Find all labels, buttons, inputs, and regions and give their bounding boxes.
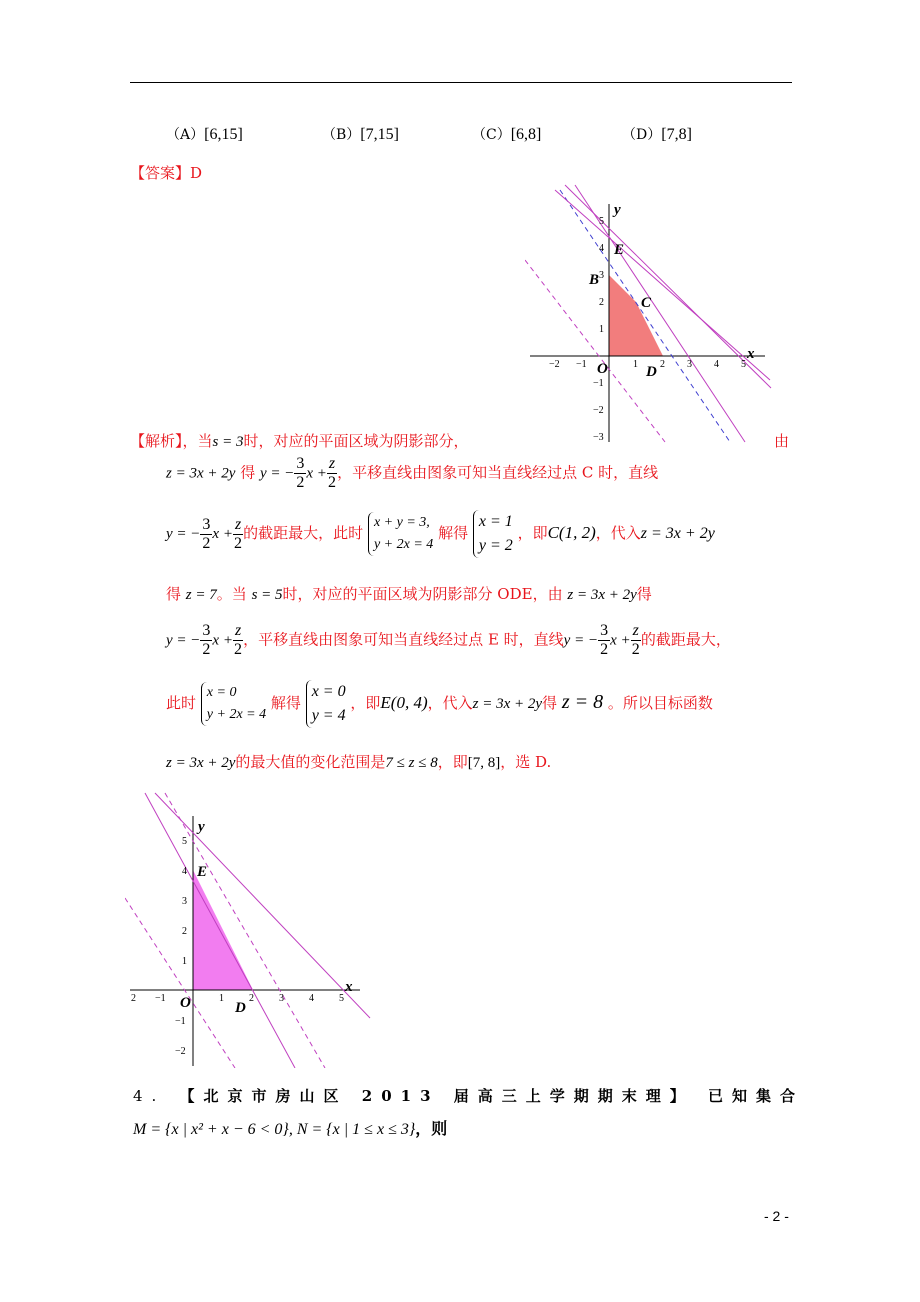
shaded-region-ode: [193, 870, 253, 990]
y-tick: 1: [182, 956, 187, 967]
graph-2: [125, 788, 375, 1068]
question-4-header: 4. 【北京市房山区 2013 届高三上学期期末理】 已知集合: [133, 1087, 804, 1105]
analysis-line-1-tail: 由: [774, 432, 790, 450]
x-tick: 3: [687, 359, 692, 370]
x-tick: 3: [279, 993, 284, 1004]
header-rule: [130, 82, 792, 83]
line-x-plus-y-3: [555, 190, 770, 380]
analysis-line-5: y = − $\frac{3}{2}$ x + $\frac{z}{2}$ ，平移直线由图象可知当直线经过点 E 时，直线y = − $\frac{3}{2}$ x + $\frac{z}{2}$ 的截距最大，: [166, 622, 731, 658]
label-x: x: [747, 346, 755, 362]
analysis-line-7: z = 3x + 2y的最大值的变化范围是7 ≤ z ≤ 8，即[7, 8]，选 D.: [166, 753, 552, 771]
analysis-line-2: z = 3x + 2y 得 y = − $\frac{3}{2}$ x + $\frac{z}{2}$ ，平移直线由图象可知当直线经过点 C 时，直线: [166, 455, 659, 491]
label-c: C: [641, 295, 652, 311]
y-tick: 3: [599, 270, 604, 281]
y-tick: 4: [599, 243, 604, 254]
x-tick: −2: [549, 359, 560, 370]
analysis-line-6: 此时 x = 0 y + 2x = 4 解得 x = 0 y = 4 ，即E(0, 4)，代入z = 3x + 2y得 z = 8 。所以目标函数: [166, 680, 713, 728]
label-d: D: [235, 1000, 246, 1016]
graph-1: [525, 180, 775, 448]
line-x-plus-y-5: [155, 793, 370, 1018]
level-line-e: [165, 793, 325, 1068]
question-4-sets: M = {x | x² + x − 6 < 0}, N = {x | 1 ≤ x ≤ 3}，则: [133, 1119, 448, 1138]
y-tick: −1: [593, 378, 604, 389]
y-tick: −1: [175, 1016, 186, 1027]
shaded-region-obcd: [609, 275, 663, 356]
x-tick: −1: [576, 359, 587, 370]
x-tick: 2: [131, 993, 136, 1004]
x-tick: 5: [741, 359, 746, 370]
x-tick: 1: [633, 359, 638, 370]
option-b: （B）[7,15]: [322, 126, 399, 143]
x-tick: 1: [219, 993, 224, 1004]
label-y: y: [198, 819, 205, 835]
analysis-line-1: 【解析】，当s = 3时，对应的平面区域为阴影部分，: [130, 432, 469, 450]
y-tick: −3: [593, 432, 604, 443]
y-tick: 2: [599, 297, 604, 308]
analysis-line-3: y = − $\frac{3}{2}$ x + $\frac{z}{2}$ 的截距最大，此时 x + y = 3, y + 2x = 4 解得 x = 1 y = 2 ，即C(1, 2)，代入z = 3x + 2y: [166, 510, 715, 558]
analysis-line-4: 得 z = 7。当 s = 5时，对应的平面区域为阴影部分 ODE，由 z = 3x + 2y得: [166, 585, 652, 603]
x-tick: 5: [339, 993, 344, 1004]
x-tick: 2: [660, 359, 665, 370]
label-d: D: [646, 364, 657, 380]
label-e: E: [614, 242, 625, 258]
y-tick: 5: [182, 836, 187, 847]
x-tick: −1: [155, 993, 166, 1004]
label-b: B: [589, 272, 600, 288]
y-tick: −2: [175, 1046, 186, 1057]
y-tick: 4: [182, 866, 187, 877]
x-tick: 2: [249, 993, 254, 1004]
y-tick: −2: [593, 405, 604, 416]
y-tick: 3: [182, 896, 187, 907]
option-a: （A）[6,15]: [166, 126, 243, 143]
line-2x-plus-y-4: [145, 793, 295, 1068]
label-o: O: [597, 361, 608, 377]
level-line-c: [560, 190, 730, 442]
x-tick: 4: [309, 993, 314, 1004]
label-y: y: [614, 202, 621, 218]
option-c: （C）[6,8]: [472, 126, 542, 143]
label-x: x: [345, 979, 353, 995]
y-tick: 2: [182, 926, 187, 937]
label-o: O: [180, 995, 191, 1011]
y-tick: 5: [599, 216, 604, 227]
answer-line: 【答案】D: [130, 164, 203, 182]
label-e: E: [197, 864, 208, 880]
page-number: - 2 -: [764, 1208, 789, 1224]
y-tick: 1: [599, 324, 604, 335]
x-tick: 4: [714, 359, 719, 370]
option-d: （D）[7,8]: [622, 126, 692, 143]
